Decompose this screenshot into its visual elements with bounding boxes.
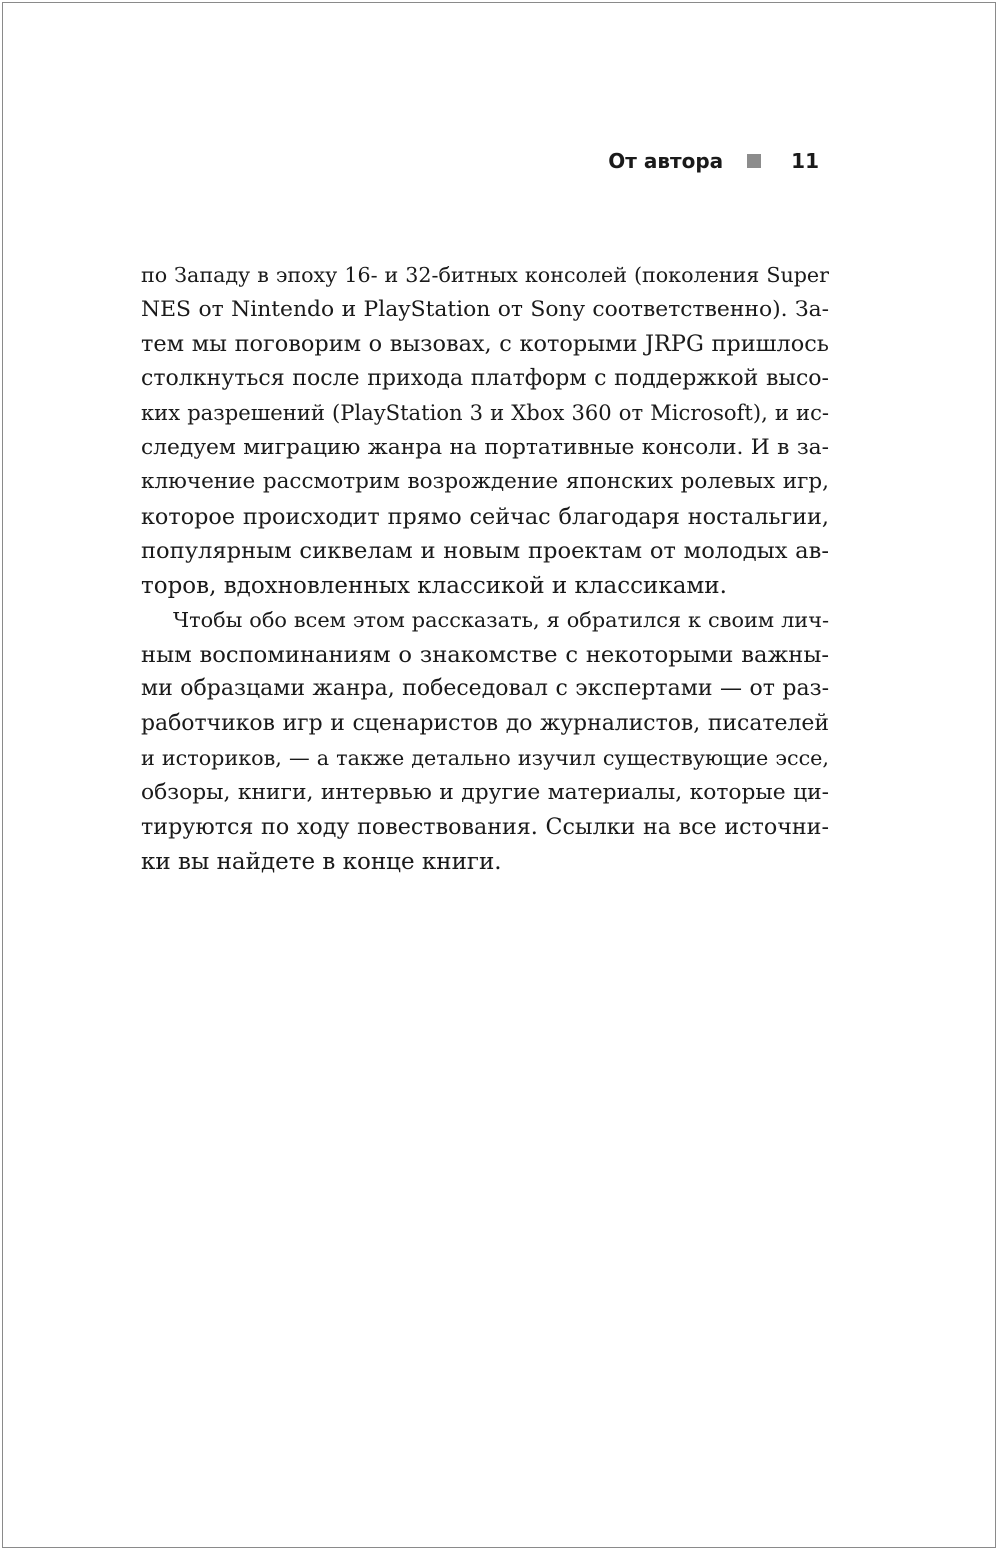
text-line: работчиков игр и сценаристов до журналистов, писателей xyxy=(141,710,829,736)
text-line: которое происходит прямо сейчас благодаря ностальгии, xyxy=(141,503,829,530)
body-text xyxy=(141,258,829,879)
text-line: обзоры, книги, интервью и другие материалы, которые ци- xyxy=(141,779,829,805)
text-line: NES от Nintendo и PlayStation от Sony соответственно). За- xyxy=(141,296,829,322)
text-line: ми образцами жанра, побеседовал с экспертами — от раз- xyxy=(141,676,829,701)
page xyxy=(2,2,996,1548)
section-title: От автора xyxy=(608,149,724,173)
text-line: столкнуться после прихода платформ с поддержкой высо- xyxy=(141,365,829,391)
text-line: ным воспоминаниям о знакомстве с некоторыми важны- xyxy=(141,641,829,668)
text-line: ки вы найдете в конце книги. xyxy=(141,848,502,875)
page-number: 11 xyxy=(791,149,819,173)
text-line: по Западу в эпоху 16- и 32-битных консолей (поколения Super xyxy=(141,263,829,287)
text-line: ких разрешений (PlayStation 3 и Xbox 360 от Microsoft), и ис- xyxy=(141,400,829,425)
text-line: тируются по ходу повествования. Ссылки на все источни- xyxy=(141,814,829,840)
text-line: популярным сиквелам и новым проектам от молодых ав- xyxy=(141,538,829,564)
text-line: тем мы поговорим о вызовах, с которыми JRPG пришлось xyxy=(141,331,829,357)
paragraph xyxy=(141,258,829,603)
text-line: торов, вдохновленных классикой и классиками. xyxy=(141,572,727,599)
running-header xyxy=(608,146,819,176)
text-line: ключение рассмотрим возрождение японских ролевых игр, xyxy=(141,469,829,494)
text-line: и историков, — а также детально изучил существующие эссе, xyxy=(141,746,829,770)
paragraph xyxy=(141,603,829,879)
text-line: Чтобы обо всем этом рассказать, я обратился к своим лич- xyxy=(173,608,829,632)
separator-square-icon xyxy=(747,154,761,168)
text-line: следуем миграцию жанра на портативные консоли. И в за- xyxy=(141,434,829,460)
